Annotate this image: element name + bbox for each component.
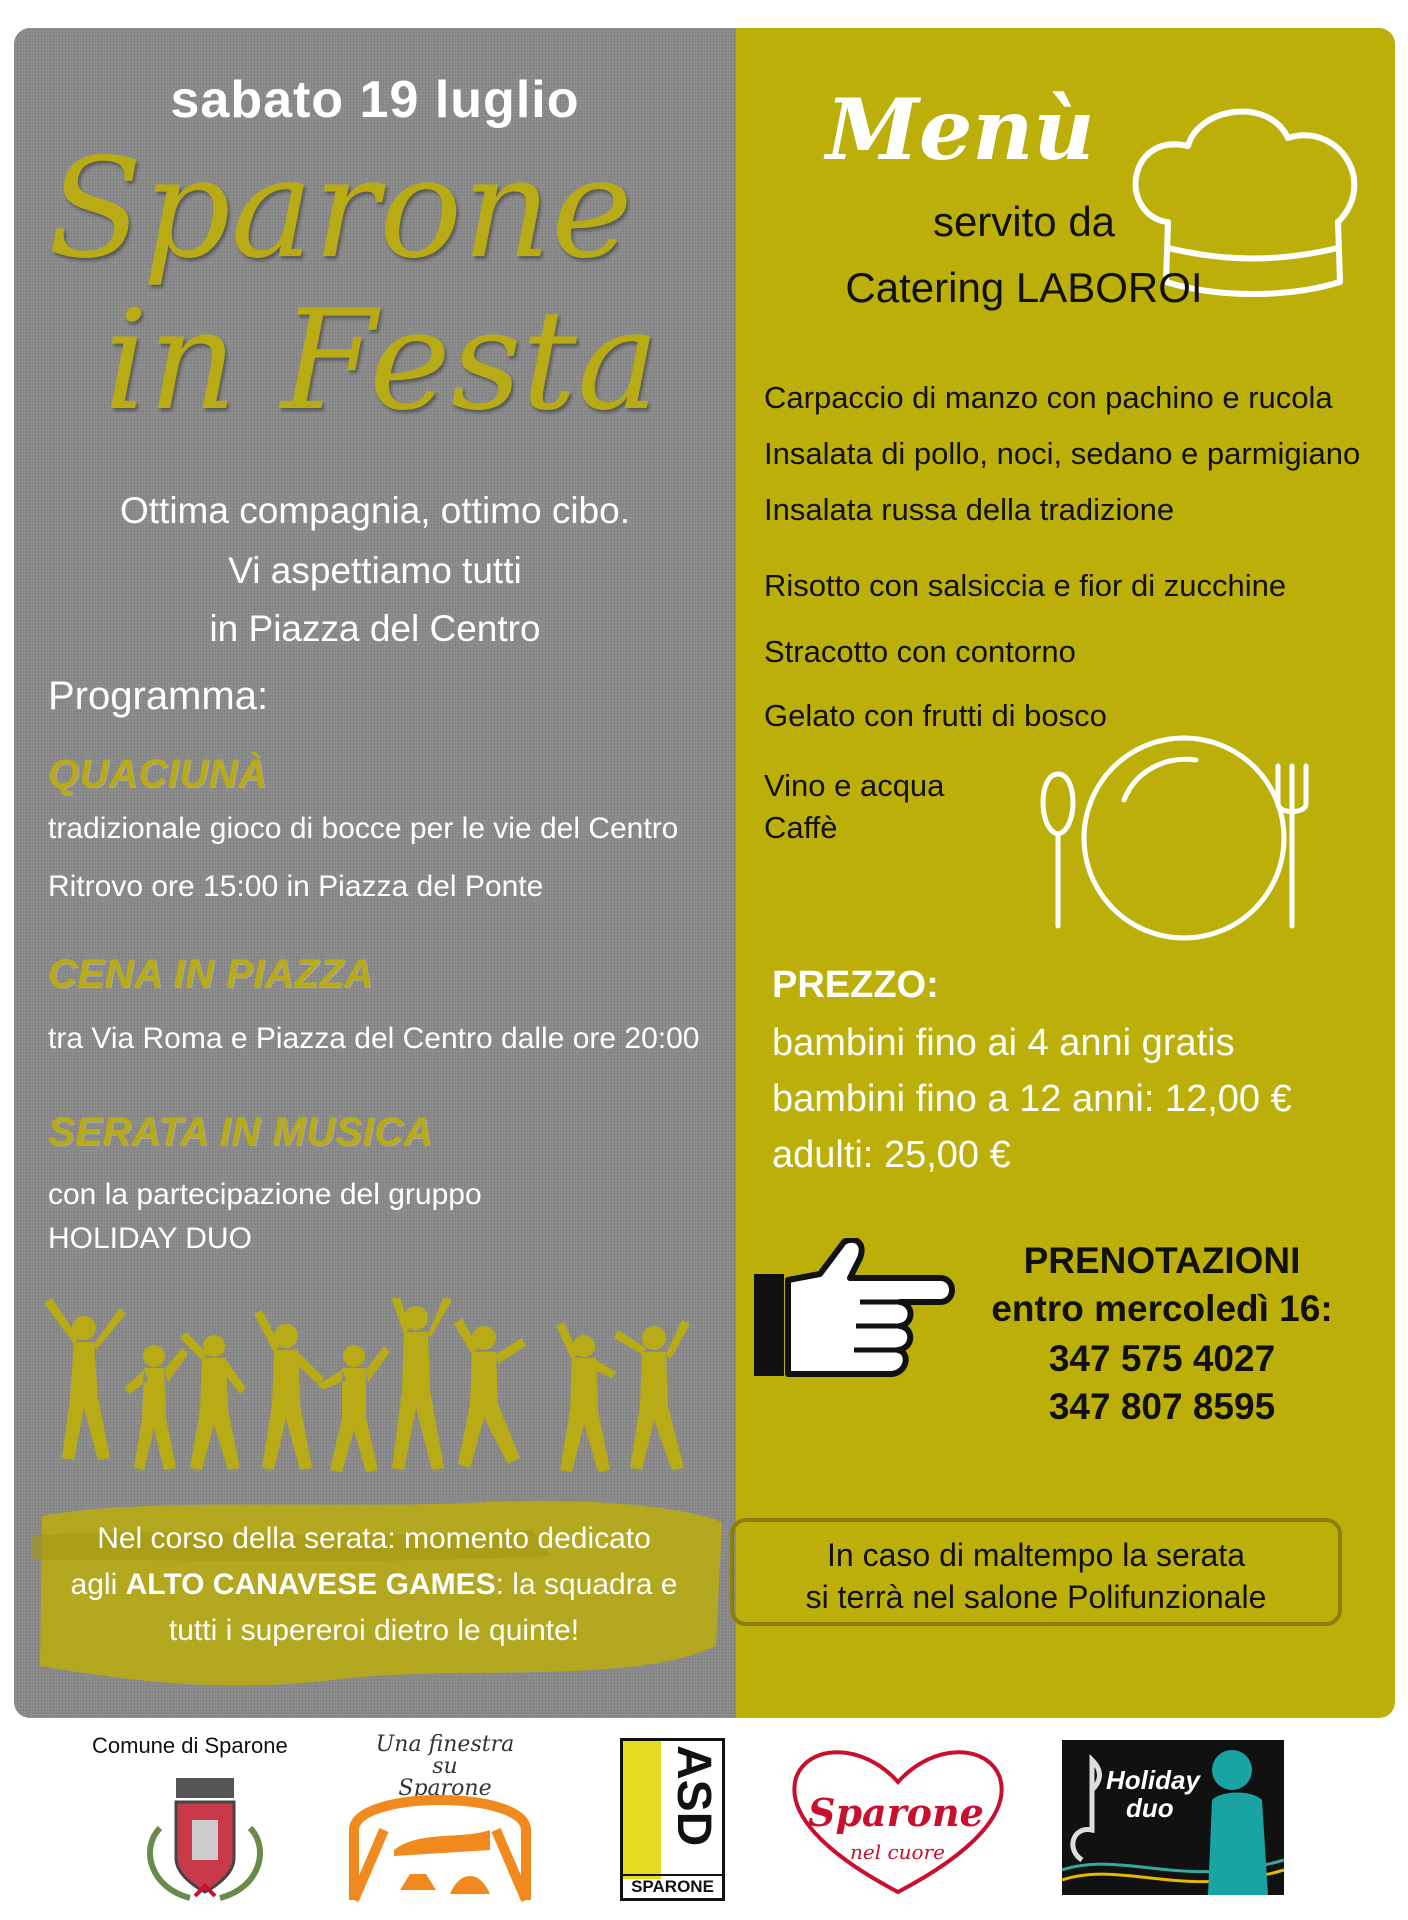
price-line: adulti: 25,00 € xyxy=(772,1134,1011,1176)
intro-line-1: Ottima compagnia, ottimo cibo. xyxy=(120,490,630,531)
event-desc-cena: tra Via Roma e Piazza del Centro dalle ore 20:00 xyxy=(48,1022,700,1055)
price-title: PREZZO: xyxy=(772,964,939,1006)
event-desc-quaciuna: tradizionale gioco di bocce per le vie del Centro xyxy=(48,812,679,845)
weather-notice xyxy=(730,1518,1342,1626)
poster xyxy=(14,28,1395,1718)
event-title-cena: CENA IN PIAZZA xyxy=(48,952,374,996)
dish-item: Insalata di pollo, noci, sedano e parmigiano xyxy=(764,436,1361,471)
asd-bottom-text: SPARONE xyxy=(623,1874,722,1898)
pointing-hand-icon xyxy=(750,1238,960,1388)
event-band-musica: HOLIDAY DUO xyxy=(48,1222,252,1255)
dancing-people-illustration xyxy=(24,1298,724,1498)
comune-label: Comune di Sparone xyxy=(92,1733,288,1758)
title-line-1: Sparone xyxy=(48,128,633,289)
price-line: bambini fino a 12 anni: 12,00 € xyxy=(772,1078,1292,1120)
event-title-quaciuna: QUACIUNÀ xyxy=(48,752,268,796)
served-by-line-1: servito da xyxy=(932,198,1116,245)
games-line-2: agli ALTO CANAVESE GAMES: la squadra e xyxy=(70,1568,678,1601)
event-title-musica: SERATA IN MUSICA xyxy=(48,1110,434,1154)
dish-item: Vino e acqua xyxy=(764,768,945,803)
sparone-heart-text: Sparone xyxy=(808,1790,984,1835)
intro-line-2: Vi aspettiamo tutti xyxy=(228,550,522,591)
booking-phone-2: 347 807 8595 xyxy=(1048,1386,1276,1427)
weather-line-1: In caso di maltempo la serata xyxy=(827,1537,1245,1573)
event-date: sabato 19 luglio xyxy=(170,71,580,129)
holiday-line-1: Holiday xyxy=(1106,1765,1200,1795)
holiday-duo-logo xyxy=(1062,1740,1284,1895)
booking-deadline: entro mercoledì 16: xyxy=(991,1288,1333,1329)
menu-title: Menù xyxy=(826,80,1095,179)
caterer-name: Catering LABOROI xyxy=(845,264,1203,311)
dish-item: Carpaccio di manzo con pachino e rucola xyxy=(764,380,1333,415)
dish-item: Caffè xyxy=(764,810,838,845)
program-title: Programma: xyxy=(48,674,269,718)
weather-line-2: si terrà nel salone Polifunzionale xyxy=(805,1579,1267,1615)
dish-item: Gelato con frutti di bosco xyxy=(764,698,1107,733)
finestra-window-logo xyxy=(340,1770,540,1902)
booking-title: PRENOTAZIONI xyxy=(1023,1240,1301,1281)
sparone-heart-subtext: nel cuore xyxy=(850,1840,945,1864)
dish-item: Insalata russa della tradizione xyxy=(764,492,1175,527)
program-panel xyxy=(14,28,736,1718)
dish-item: Stracotto con contorno xyxy=(764,634,1076,669)
games-line-3: tutti i supereroi dietro le quinte! xyxy=(168,1614,580,1647)
price-line: bambini fino ai 4 anni gratis xyxy=(772,1022,1235,1064)
asd-sparone-logo xyxy=(620,1738,725,1901)
dish-item: Risotto con salsiccia e fior di zucchine xyxy=(764,568,1287,603)
asd-text: ASD xyxy=(667,1745,720,1847)
games-highlight: ALTO CANAVESE GAMES xyxy=(125,1568,496,1601)
title-line-2: in Festa xyxy=(104,280,660,441)
event-desc-musica: con la partecipazione del gruppo xyxy=(48,1178,482,1211)
booking-phone-1: 347 575 4027 xyxy=(1048,1338,1276,1379)
holiday-line-2: duo xyxy=(1126,1793,1174,1823)
comune-crest-logo xyxy=(140,1768,270,1908)
games-line-1: Nel corso della serata: momento dedicato xyxy=(97,1522,651,1555)
finestra-logo-text: Una finestra su Sparone xyxy=(375,1732,515,1801)
event-meeting-quaciuna: Ritrovo ore 15:00 in Piazza del Ponte xyxy=(48,870,544,903)
menu-panel xyxy=(736,28,1395,1718)
plate-cutlery-icon xyxy=(1036,730,1326,946)
intro-line-3: in Piazza del Centro xyxy=(209,608,541,649)
